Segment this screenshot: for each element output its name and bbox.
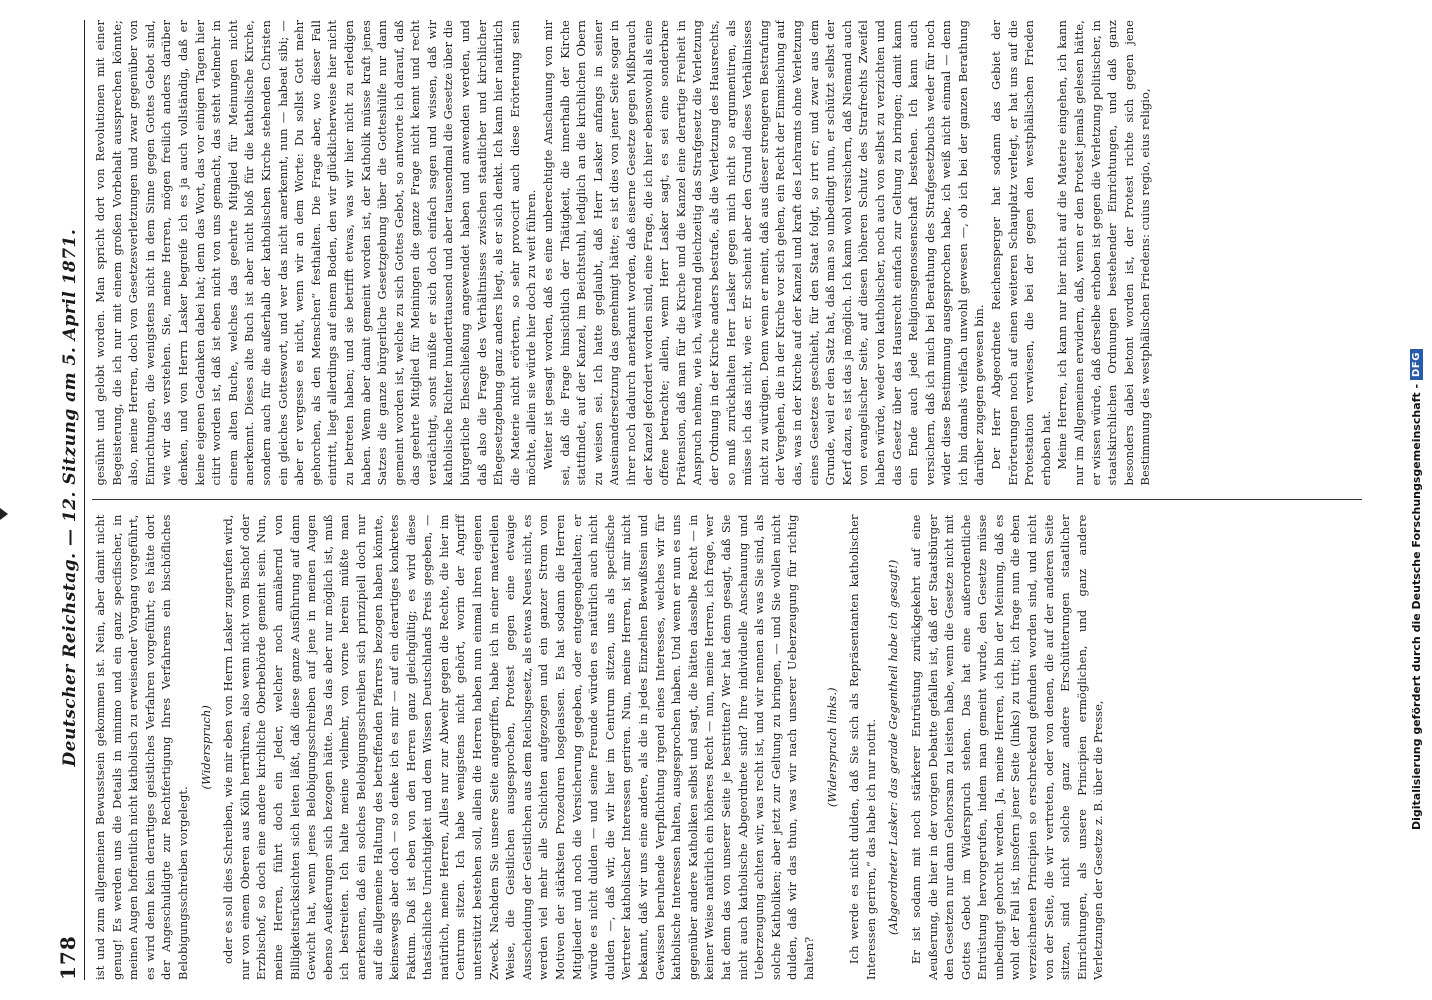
running-title: Deutscher Reichstag. — 12. Sitzung am 5. April 1871. [60,228,80,767]
page-content [40,20,1362,980]
running-head [40,20,85,980]
paragraph: Er ist sodann mit noch stärkerer Entrüstung zurückgekehrt auf eine Aeußerung, die hier in der vorigen Debatte gefallen ist, daß der Staatsbürger den Gesetzen nur dann Gehorsam zu leisten habe, wenn die Gesetze nicht mit Gottes Gebot im Widerspruch stehen. Das hat eine außerordentliche Entrüstung hervorgerufen, indem man gemeint wurde, den Gesetze müsse unbedingt gehorcht werden. Ja, meine Herren, ich bin der Meinung, daß es wohl der Fall ist, insofern jener Seite (links) zu tritt; ich frage nun die eben verzeichneten Principien so erschreckend gefunden worden sind, und nicht von der Seite, die wir vertreten, oder von denen, die auf der anderen Seite sitzen, sind nicht solche ganz andere Erschütterungen staatlicher Einrichtungen, als unsere Principien ermöglichen, und ganz andere Verletzungen der Gesetze z. B. über die Presse, [908,514,1106,980]
text-columns [92,20,1362,980]
paragraph: gesühnt und gelobt worden. Man spricht dort von Revolutionen mit einer Begeisterung, die ich nur mit einem großen Vorbehalt aussprechen könnte; also, meine Herren, doch von Gesetzesverletzungen und zwar gegenüber von Einrichtungen, die wenigstens nicht in dem Sinne gegen Gottes Gebot sind, wie wir das verstehen. Sie, meine Herren, mögen freilich anders darüber denken, und von Herrn Lasker begreife ich es ja auch vollständig, daß er keine eigenen Gedanken dabei hat; denn das Wort, das vor einigen Tagen hier citirt worden ist, daß ist eben nicht von uns gemacht, das steht vielmehr in einem alten Buche, welches das geehrte Mitglied für Meinungen nicht anerkennt. Dieses alte Buch ist aber nicht bloß für die katholische Kirche, sondern auch für die außerhalb der katholischen Kirche stehenden Christen ein gleiches Gotteswort, und wer das nicht anerkennt, nun — habeat sibi; — aber er vergesse es nicht, wenn wir an dem Worte: Du sollst Gott mehr gehorchen, als den Menschen“ festhalten. Die Frage aber, wo dieser Fall eintritt, liegt allerdings auf einem Boden, den wir glücklicherweise hier nicht zu betreten haben; und sie betrifft etwas, was wir hier nicht zu erledigen haben. Wenn aber damit gemeint worden ist, der Katholik müsse kraft jenes Satzes die ganze bürgerliche Gesetzgebung über die Gotteshülfe nur dann gemeint worden ist, welche zu sich Gottes Gebot, so antworte ich darauf, daß das geehrte Mitglied für Meiningen die ganze Frage nicht kennt und recht verdächtigt, sonst müßte er sich doch einfach sagen und wissen, daß wir katholische Richter hunderttausend und aber tausendmal die Gesetze über die bürgerliche Eheschließung angewendet haben und anwenden werden, und daß also die Frage des Verhältnisses zwischen staatlicher und kirchlicher Ehegesetzgebung ganz anders liegt, als er sich denkt. Ich kann hier natürlich die Materie nicht erörtern, so sehr provocirt auch diese Erörterung sein möchte, allein sie würde hier doch zu weit führen. [93,20,539,486]
paragraph: Meine Herren, ich kann nur hier nicht auf die Materie eingehen, ich kann nur im Allgemeinen erwidern, daß, wenn er den Protest jemals gelesen hätte, er wissen würde, daß derselbe erhoben ist gegen die Verletzung politischer, in staatskirchlichen Ordnungen bestehender Einrichtungen, und daß ganz besonders dabei betont worden ist, der Protest richte sich gegen jene Bestimmung des westphälischen Friedens: cuius regio, eius religio, [1055,20,1153,486]
dfg-notice-text: Digitalisierung gefördert durch die Deutsche Forschungsgemeinschaft - [1410,383,1423,830]
page-number: 178 [56,935,80,980]
paragraph: Weiter ist gesagt worden, daß es eine unberechtigte Anschauung von mir sei, daß die Frage hinsichtlich der Thätigkeit, die innerhalb der Kirche stattfindet, auf der Kanzel, im Beichtstuhl, lediglich an die kirchlichen Obern zu weisen sei. Ich hatte geglaubt, daß Herr Lasker anfangs in seiner Auseinandersetzung das genehmigt hätte; es ist dies von jener Seite sogar in ihrer noch dadurch anerkannt worden, daß eiserne Gesetze gegen Mißbrauch der Kanzel gefordert worden sind, eine Frage, die ich hier ebensowohl als eine offene betrachte; allein, wenn Herr Lasker sagt, es sei eine sonderbare Prätension, daß man für die Kirche und die Kanzel eine derartige Freiheit in Anspruch nehme, wie ich, während gleichzeitig das Strafgesetz die Verletzung der Ordnung in der Kirche anders bestrafe, als die Verletzung des Hausrechts, so muß zurückhalten Herr Lasker gegen mich nicht so argumentiren, als müsse ich das nicht, wie er. Er scheint aber den Grund dieses Verhältnisses nicht zu würdigen. Denn wenn er meint, daß aus dieser strengeren Bestrafung der Vergehen, die in der Kirche vor sich gehen, ein Recht der Einmischung auf das, was in der Kirche auf der Kanzel und kraft des Lehramts ohne Verletzung eines Gesetzes geschieht, für den Staat folgt, so irrt er; und zwar aus dem Grunde, weil er den Satz hat, daß man so unbedingt nun, er schützt selbst der Kerf dazu, es ist das ja möglich. Ich kann wohl versichern, daß Niemand auch von evangelischer Seite, auf diesen höheren Schutz des Strafrechts Zweifel haben würde, weder von katholischer, noch auch von selbst zu verzichten und das Gesetz über das Hausrecht einfach zur Geltung zu bringen; damit kann ein Ende auch jede Religionsgenossenschaft bestehen. Ich kann auch versichern, daß ich mich bei Berathung des Strafgesetzbuchs weder für noch wider diese Bestimmung ausgesprochen habe, ich weiß nicht einmal — denn ich bin damals vielfach unwohl gewesen —, ob ich bei der ganzen Berathung darüber zugegen gewesen bin. [541,20,987,486]
paragraph: Der Herr Abgeordnete Reichensperger hat sodann das Gebiet der Erörterungen noch auf einen weiteren Schauplatz verlegt, er hat uns auf die Protestation verwiesen, die bei der gegen den westphälischen Frieden erhoben hat. [989,20,1053,486]
interjection: (Widerspruch) [198,705,213,790]
column-left [92,515,1362,981]
dfg-logo: DFG [1410,349,1423,380]
interjection: (Widerspruch links.) [824,687,839,808]
interjection: (Abgeordneter Lasker: das gerade Gegentheil habe ich gesagt!) [886,559,901,935]
paragraph: Ich werde es nicht dulden, daß Sie sich als Repräsentanten katholischer Interessen geriren,“ das habe ich nur notirt. [847,514,878,980]
column-right [92,20,1362,486]
dfg-notice [1410,20,1426,980]
column-divider [92,500,1362,501]
paragraph: ist und zum allgemeinen Bewusstsein gekommen ist. Nein, aber damit nicht genug! Es werden uns die Details in minimo und ein ganz specifischer, in meinen Augen hoffentlich nicht katholisch zu erweisender Vorgang vorgeführt, es wird denn kein derartiges geistliches Verfahren vorgeführt; es hätte dort der Angeschuldigte zur Rechtfertigung Ihres Verfahrens ein bischöfliches Belobigungsschreiben vorgelegt. [93,514,190,980]
paragraph: oder es soll dies Schreiben, wie mir eben von Herrn Lasker zugerufen wird, nur von einem Oberen aus Köln herrühren, also wenn nicht vom Bischof oder Erzbischof, so doch eine andere kirchliche Oberbehörde gemeint sein. Nun, meine Herren, führt doch ein Jeder, welcher noch annähernd von Billigkeitsrücksichten sich leiten läßt, daß diese ganze Ausführung auf dann Gewicht hat, wenn jenes Belobigungsschreiben auf jene in meinen Augen ebenso Aeußerungen sich bezogen hätte. Das das aber nur möglich ist, muß ich bestreiten. Ich halte meine vielmehr, von vorne herein müßte man anerkennen, daß ein solches Belobigungsschreiben sich prinzipiell doch nur auf die allgemeine Haltung des betreffenden Pfarrers bezogen haben könnte, keineswegs aber doch — so denke ich es mir — auf ein derartiges konkretes Faktum. Daß ist eben von den Herren ganz gleichgültig; es wird diese thatsächliche Unrichtigkeit und dem Wissen Deutschlands Preis gegeben, — natürlich, meine Herren, Alles nur zur Abwehr gegen die Rechte, die hier im Centrum sitzen. Ich habe wenigstens nicht gehört, worin der Angriff unterstützt bestehen soll, allein die Herren haben nun einmal ihren eigenen Zweck. Nachdem Sie unsere Seite angegriffen, habe ich in einer materiellen Weise, die Geistlichen ausgesprochen, Protest gegen eine etwaige Ausscheidung der Geistlichen aus dem Reichsgesetz, als etwas Neues nicht, es werden viel mehr alle Schichten aufgezogen und ein ganzer Strom von Motiven der stärksten Prozeduren losgelassen. Es hat sodann die Herren Mitglieder und noch die Versicherung gegeben, oder entgegengehalten; er würde es nicht dulden — und seine Freunde würden es natürlich auch nicht dulden —, daß wir, die wir hier im Centrum sitzen, uns als specifische Vertreter katholischer Interessen geriren. Nun, meine Herren, ist mir nicht bekannt, daß wir uns eine andere, als die in jedes Einzelnen Bewußtsein und Gewissen beruhende Verpflichtung irgend eines Interesses, welches wir für katholische Interessen halten, ausgesprochen haben. Und wenn er nun es uns gegenüber andere Katholiken selbst und sagt, die hätten dasselbe Recht — in keiner Weise natürlich ein höheres Recht — nun, meine Herren, ich frage, wer hat denn das von unserer Seite je bestritten? Wer hat denn gesagt, daß Sie nicht auch katholische Abgeordnete sind? Ihre individuelle Anschauung und Ueberzeugung achten wir, was recht ist, und wir nennen als was Sie sind, als solche Katholiken; aber jetzt zur Geltung zu bringen, — und Sie wollen nicht dulden, daß wir das thun, was wir nach unserer Ueberzeugung für richtig halten? [221,514,816,980]
